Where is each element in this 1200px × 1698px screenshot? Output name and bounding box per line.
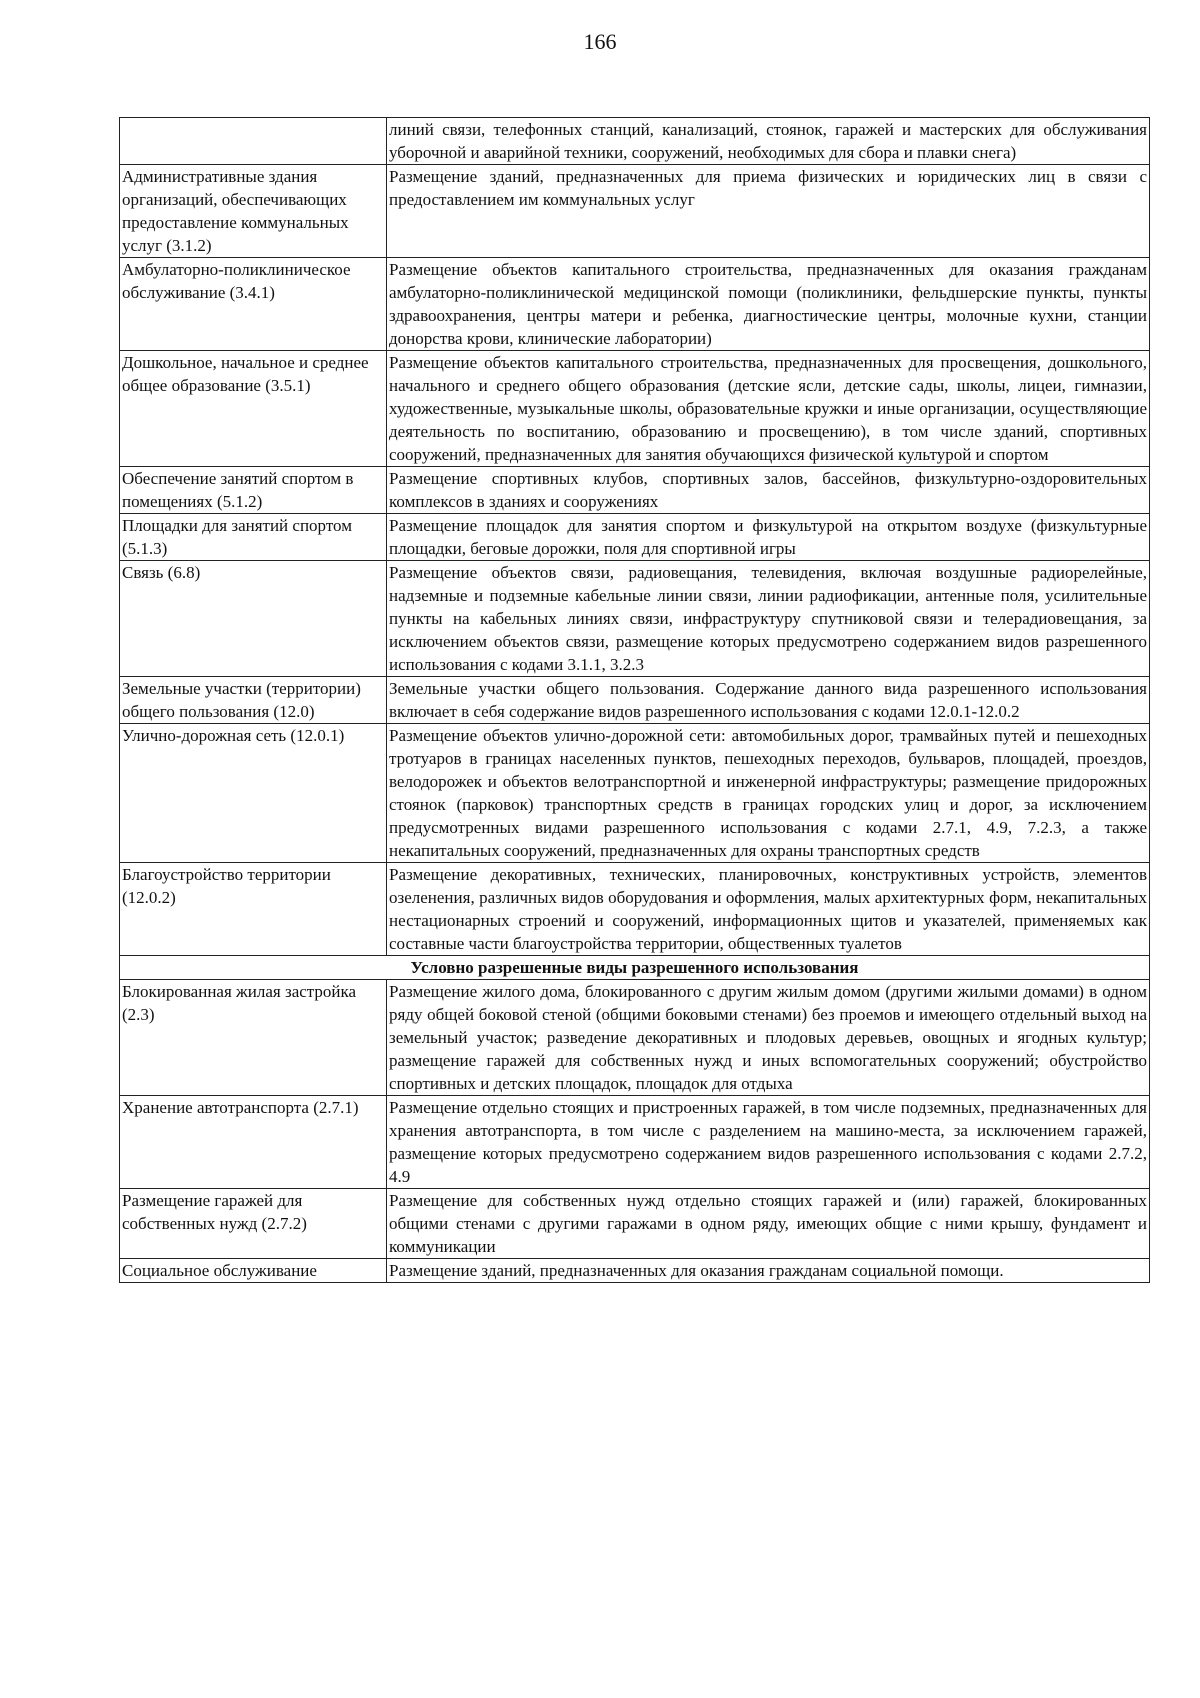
- land-use-table: [119, 117, 1150, 1283]
- page-number: 166: [583, 29, 617, 54]
- use-description-cell: Размещение объектов капитального строительства, предназначенных для просвещения, дошкольного, начального и среднего общего образования (детские ясли, детские сады, школы, лицеи, гимназии, художественные, музыкальные школы, образовательные кружки и иные организации, осуществляющие деятельность по воспитанию, образованию и просвещению), в том числе зданий, спортивных сооружений, предназначенных для занятия обучающихся физической культурой и спортом: [387, 351, 1150, 467]
- use-type-cell: Амбулаторно-поликлиническое обслуживание (3.4.1): [120, 258, 387, 351]
- use-description-cell: Размещение отдельно стоящих и пристроенных гаражей, в том числе подземных, предназначенных для хранения автотранспорта, в том числе с разделением на машино-места, за исключением гаражей, размещение которых предусмотрено содержанием видов разрешенного использования с кодами 2.7.2, 4.9: [387, 1096, 1150, 1189]
- table-row: [120, 863, 1150, 956]
- table-row: [120, 351, 1150, 467]
- use-type-cell: Социальное обслуживание: [120, 1259, 387, 1283]
- use-type-cell: Улично-дорожная сеть (12.0.1): [120, 724, 387, 863]
- use-description-cell: Размещение декоративных, технических, планировочных, конструктивных устройств, элементов озеленения, различных видов оборудования и оформления, малых архитектурных форм, некапитальных нестационарных строений и сооружений, информационных щитов и указателей, применяемых как составные части благоустройства территории, общественных туалетов: [387, 863, 1150, 956]
- table-row: [120, 514, 1150, 561]
- use-description-cell: Размещение жилого дома, блокированного с другим жилым домом (другими жилыми домами) в одном ряду общей боковой стеной (общими боковыми стенами) без проемов и имеющего отдельный выход на земельный участок; разведение декоративных и плодовых деревьев, овощных и ягодных культур; размещение гаражей для собственных нужд и иных вспомогательных сооружений; обустройство спортивных и детских площадок, площадок для отдыха: [387, 980, 1150, 1096]
- use-description-cell: Размещение для собственных нужд отдельно стоящих гаражей и (или) гаражей, блокированных общими стенами с другими гаражами в одном ряду, имеющих общие с ними крышу, фундамент и коммуникации: [387, 1189, 1150, 1259]
- section-heading-row: [120, 956, 1150, 980]
- table-row: [120, 118, 1150, 165]
- use-description-cell: Размещение зданий, предназначенных для оказания гражданам социальной помощи.: [387, 1259, 1150, 1283]
- use-type-cell: [120, 118, 387, 165]
- table-row: [120, 980, 1150, 1096]
- use-description-cell: Размещение объектов капитального строительства, предназначенных для оказания гражданам амбулаторно-поликлинической медицинской помощи (поликлиники, фельдшерские пункты, пункты здравоохранения, центры матери и ребенка, диагностические центры, молочные кухни, станции донорства крови, клинические лаборатории): [387, 258, 1150, 351]
- table-row: [120, 561, 1150, 677]
- use-description-cell: Размещение спортивных клубов, спортивных залов, бассейнов, физкультурно-оздоровительных комплексов в зданиях и сооружениях: [387, 467, 1150, 514]
- table-row: [120, 467, 1150, 514]
- use-type-cell: Блокированная жилая застройка (2.3): [120, 980, 387, 1096]
- use-type-cell: Хранение автотранспорта (2.7.1): [120, 1096, 387, 1189]
- table-row: [120, 724, 1150, 863]
- use-description-cell: Размещение площадок для занятия спортом и физкультурой на открытом воздухе (физкультурные площадки, беговые дорожки, поля для спортивной игры: [387, 514, 1150, 561]
- use-description-cell: Размещение объектов улично-дорожной сети: автомобильных дорог, трамвайных путей и пешеходных тротуаров в границах населенных пунктов, пешеходных переходов, бульваров, площадей, проездов, велодорожек и объектов велотранспортной и инженерной инфраструктуры; размещение придорожных стоянок (парковок) транспортных средств в границах городских улиц и дорог, за исключением предусмотренных видами разрешенного использования с кодами 2.7.1, 4.9, 7.2.3, а также некапитальных сооружений, предназначенных для охраны транспортных средств: [387, 724, 1150, 863]
- use-type-cell: Связь (6.8): [120, 561, 387, 677]
- use-type-cell: Размещение гаражей для собственных нужд (2.7.2): [120, 1189, 387, 1259]
- use-description-cell: Земельные участки общего пользования. Содержание данного вида разрешенного использования включает в себя содержание видов разрешенного использования с кодами 12.0.1-12.0.2: [387, 677, 1150, 724]
- table-row: [120, 1189, 1150, 1259]
- use-type-cell: Дошкольное, начальное и среднее общее образование (3.5.1): [120, 351, 387, 467]
- table-row: [120, 677, 1150, 724]
- table-row: [120, 165, 1150, 258]
- use-type-cell: Благоустройство территории (12.0.2): [120, 863, 387, 956]
- use-type-cell: Площадки для занятий спортом (5.1.3): [120, 514, 387, 561]
- table-row: [120, 258, 1150, 351]
- table-row: [120, 1259, 1150, 1283]
- table-row: [120, 1096, 1150, 1189]
- use-type-cell: Административные здания организаций, обеспечивающих предоставление коммунальных услуг (3.1.2): [120, 165, 387, 258]
- use-description-cell: Размещение зданий, предназначенных для приема физических и юридических лиц в связи с предоставлением им коммунальных услуг: [387, 165, 1150, 258]
- use-type-cell: Обеспечение занятий спортом в помещениях (5.1.2): [120, 467, 387, 514]
- section-heading: Условно разрешенные виды разрешенного использования: [120, 956, 1150, 980]
- use-description-cell: линий связи, телефонных станций, канализаций, стоянок, гаражей и мастерских для обслуживания уборочной и аварийной техники, сооружений, необходимых для сбора и плавки снега): [387, 118, 1150, 165]
- use-description-cell: Размещение объектов связи, радиовещания, телевидения, включая воздушные радиорелейные, надземные и подземные кабельные линии связи, линии радиофикации, антенные поля, усилительные пункты на кабельных линиях связи, инфраструктуру спутниковой связи и телерадиовещания, за исключением объектов связи, размещение которых предусмотрено содержанием видов разрешенного использования с кодами 3.1.1, 3.2.3: [387, 561, 1150, 677]
- use-type-cell: Земельные участки (территории) общего пользования (12.0): [120, 677, 387, 724]
